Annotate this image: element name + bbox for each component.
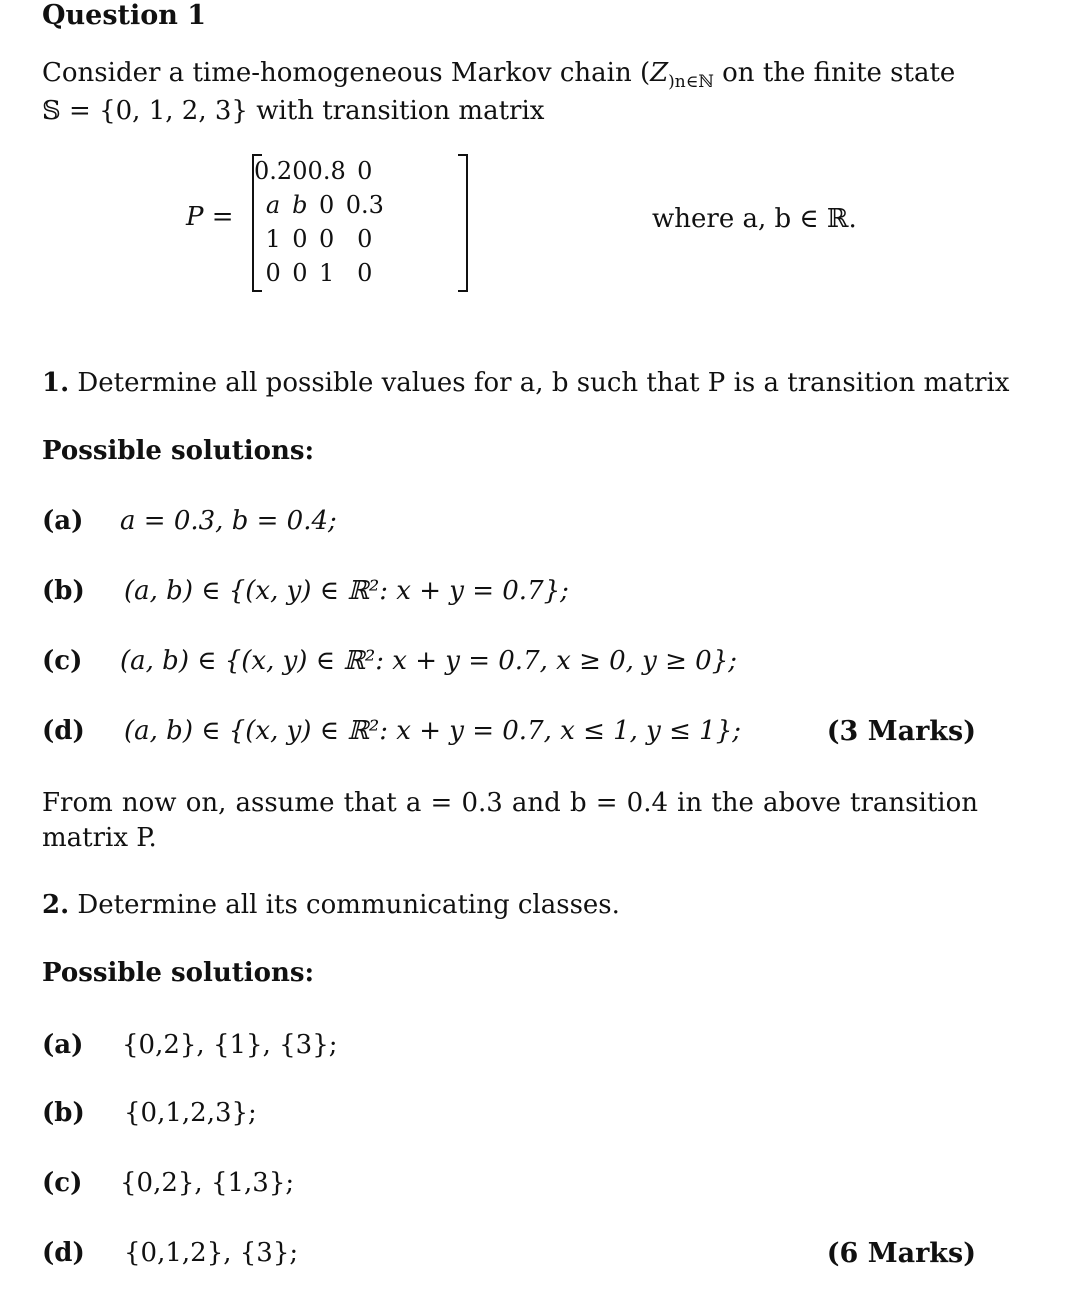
intro-line-1 [42, 56, 955, 94]
q1-option-c-label: (c) [42, 646, 83, 676]
matrix-cell: 0.8 [307, 157, 346, 185]
q1-text: Determine all possible values for a, b such that P is a transition matrix [77, 368, 1010, 398]
q2-marks: (6 Marks) [826, 1238, 976, 1269]
q2-solutions-heading: Possible solutions: [42, 958, 315, 988]
q1-marks: (3 Marks) [826, 716, 976, 747]
assumption-paragraph: From now on, assume that a = 0.3 and b = 0.4 in the above transition matrix P. [42, 788, 978, 853]
matrix-right-bracket [458, 154, 468, 292]
q2-option-d-label: (d) [42, 1238, 85, 1268]
q1-option-d-label: (d) [42, 716, 85, 746]
matrix-row [254, 256, 384, 290]
q1-option-b-label: (b) [42, 576, 85, 606]
matrix-condition: where a, b ∈ ℝ. [652, 204, 857, 234]
matrix-cell: b [292, 191, 308, 219]
q2-option-d[interactable]: {0,1,2}, {3}; [124, 1238, 299, 1268]
q1-option-d[interactable]: (a, b) ∈ {(x, y) ∈ ℝ²: x + y = 0.7, x ≤ 1, y ≤ 1}; [124, 716, 742, 746]
matrix-cell: a [265, 191, 281, 219]
intro-text-a: Consider a time-homogeneous Markov chain ( [42, 58, 651, 88]
q1-option-b[interactable]: (a, b) ∈ {(x, y) ∈ ℝ²: x + y = 0.7}; [124, 576, 569, 606]
matrix-cell: 1 [265, 225, 281, 253]
intro-n: )n∈ℕ [668, 72, 714, 92]
matrix-cell: 0.3 [345, 191, 384, 219]
matrix-table [254, 154, 384, 290]
q2-number: 2. [42, 890, 70, 920]
matrix-cell: 0.2 [254, 157, 293, 185]
matrix-cell: 0 [318, 225, 335, 253]
intro-text-b: on the finite state [713, 58, 956, 88]
q2-option-a-label: (a) [42, 1030, 84, 1060]
matrix-cell: 0 [357, 259, 373, 287]
q2-prompt [42, 890, 620, 920]
q2-option-b[interactable]: {0,1,2,3}; [124, 1098, 257, 1128]
matrix-cell: 0 [292, 259, 308, 287]
matrix-cell: 0 [292, 157, 308, 185]
matrix-cell: 0 [292, 225, 308, 253]
q1-option-a-label: (a) [42, 506, 84, 536]
q2-text: Determine all its communicating classes. [77, 890, 620, 920]
intro-line-2: 𝕊 = {0, 1, 2, 3} with transition matrix [42, 96, 545, 126]
matrix-cell: 1 [318, 259, 335, 287]
q2-option-b-label: (b) [42, 1098, 85, 1128]
intro-Z: Z [650, 58, 669, 88]
q1-solutions-heading: Possible solutions: [42, 436, 315, 466]
q1-number: 1. [42, 368, 70, 398]
q2-option-a[interactable]: {0,2}, {1}, {3}; [122, 1030, 338, 1060]
matrix-cell: 0 [357, 157, 373, 185]
matrix-label: P = [186, 202, 234, 232]
q2-option-c-label: (c) [42, 1168, 83, 1198]
q1-option-c[interactable]: (a, b) ∈ {(x, y) ∈ ℝ²: x + y = 0.7, x ≥ 0, y ≥ 0}; [120, 646, 738, 676]
matrix-row [254, 154, 384, 188]
matrix-cell: 0 [357, 225, 373, 253]
q2-option-c[interactable]: {0,2}, {1,3}; [120, 1168, 295, 1198]
matrix-cell: 0 [318, 191, 335, 219]
matrix-cell: 0 [265, 259, 281, 287]
question-title: Question 1 [42, 0, 207, 31]
q1-prompt [42, 368, 1009, 398]
matrix-row [254, 222, 384, 256]
intro-paragraph [42, 56, 955, 129]
matrix-row [254, 188, 384, 222]
q1-option-a[interactable]: a = 0.3, b = 0.4; [120, 506, 337, 536]
